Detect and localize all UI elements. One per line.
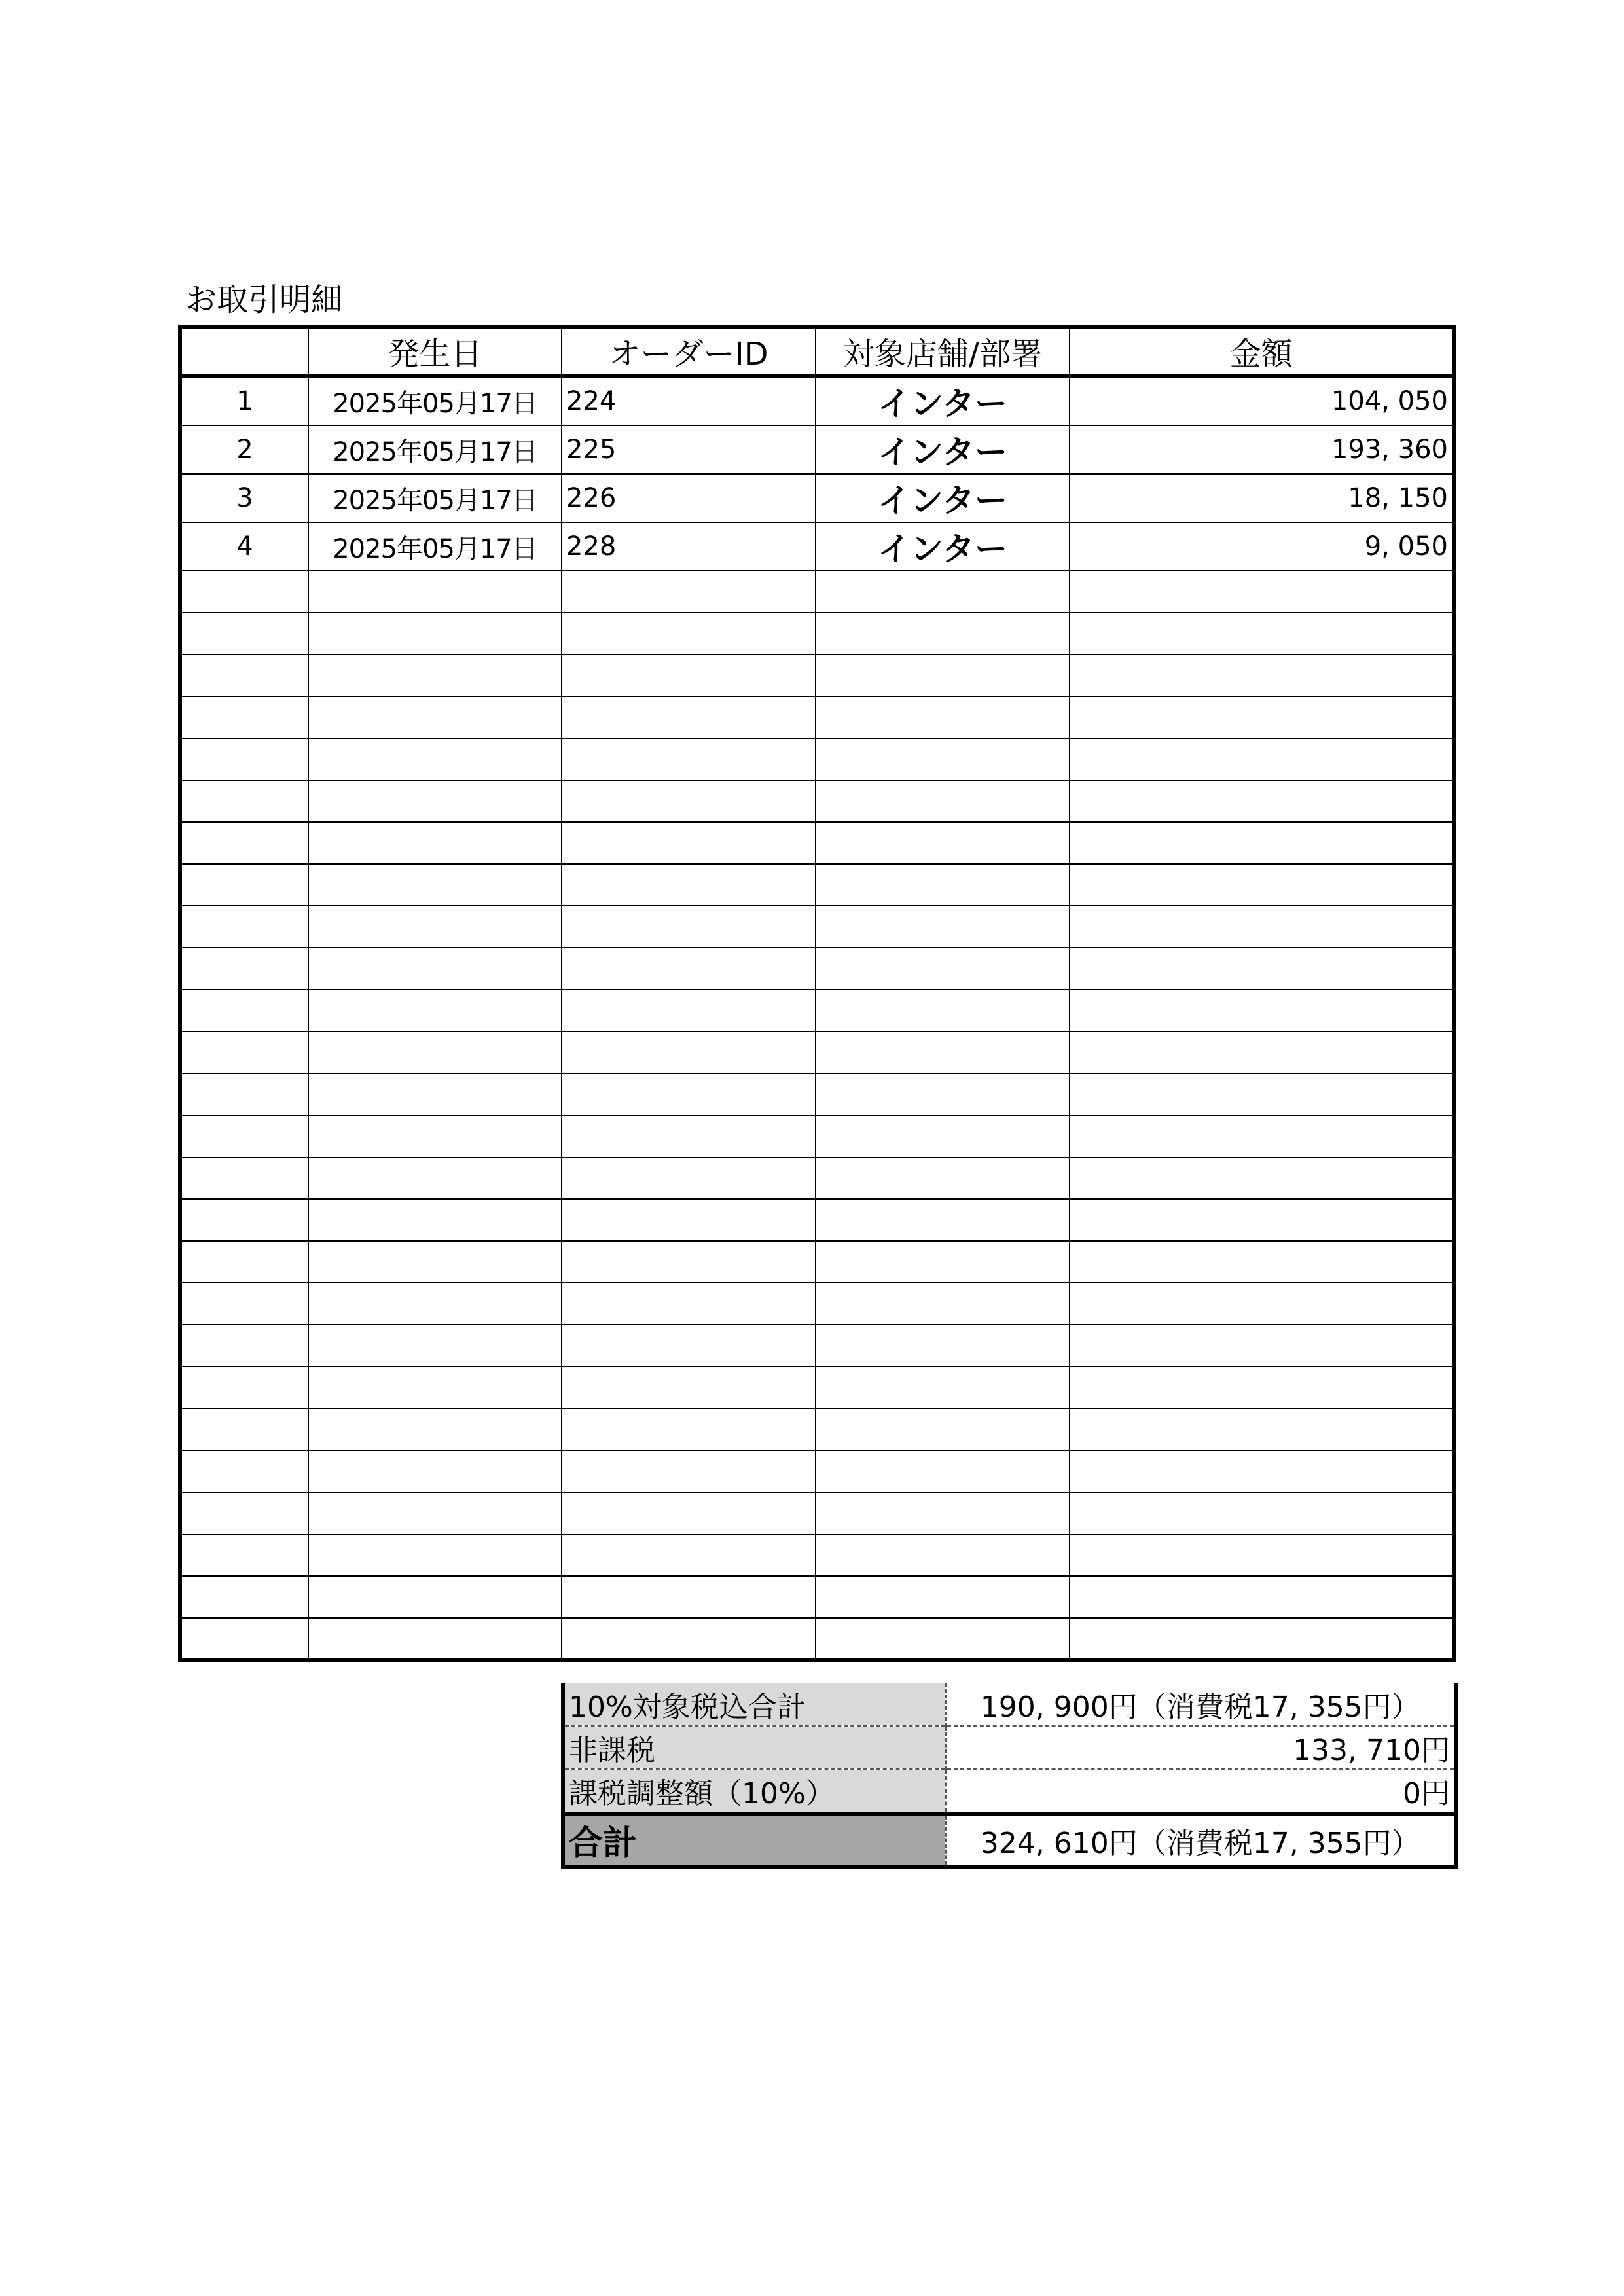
empty-cell xyxy=(180,864,308,906)
empty-cell xyxy=(1070,1157,1454,1199)
row-number: 4 xyxy=(180,522,308,571)
empty-cell xyxy=(180,780,308,822)
empty-cell xyxy=(180,738,308,780)
empty-cell xyxy=(308,1618,562,1660)
empty-cell xyxy=(1070,780,1454,822)
empty-cell xyxy=(816,738,1070,780)
empty-cell xyxy=(562,1199,816,1241)
empty-table-row xyxy=(180,1492,1454,1534)
empty-cell xyxy=(816,1367,1070,1408)
row-amount: 104, 050 xyxy=(1070,376,1454,425)
empty-table-row xyxy=(180,1241,1454,1283)
empty-cell xyxy=(308,738,562,780)
empty-cell xyxy=(180,571,308,613)
empty-cell xyxy=(1070,1618,1454,1660)
column-header-store: 対象店舗/部署 xyxy=(816,327,1070,376)
empty-cell xyxy=(562,948,816,990)
row-date: 2025年05月17日 xyxy=(308,376,562,425)
empty-cell xyxy=(180,1618,308,1660)
empty-cell xyxy=(1070,1408,1454,1450)
empty-cell xyxy=(562,655,816,696)
empty-cell xyxy=(308,1367,562,1408)
empty-cell xyxy=(1070,1283,1454,1325)
empty-cell xyxy=(180,1073,308,1115)
nontax-value: 133, 710円 xyxy=(946,1726,1456,1769)
summary-row-adjustment xyxy=(563,1769,1456,1814)
empty-cell xyxy=(562,738,816,780)
table-header-row xyxy=(180,327,1454,376)
empty-cell xyxy=(816,1618,1070,1660)
empty-cell xyxy=(180,1157,308,1199)
empty-table-row xyxy=(180,613,1454,655)
row-number: 2 xyxy=(180,425,308,474)
empty-cell xyxy=(562,906,816,948)
row-order-id: 225 xyxy=(562,425,816,474)
tax-adjustment-label: 課税調整額（10%） xyxy=(563,1769,946,1814)
empty-cell xyxy=(308,906,562,948)
empty-cell xyxy=(816,1073,1070,1115)
empty-cell xyxy=(308,1534,562,1576)
row-amount: 9, 050 xyxy=(1070,522,1454,571)
empty-cell xyxy=(308,1576,562,1618)
empty-table-row xyxy=(180,1283,1454,1325)
empty-cell xyxy=(816,1450,1070,1492)
row-store: インター xyxy=(816,522,1070,571)
empty-cell xyxy=(180,990,308,1031)
column-header-no xyxy=(180,327,308,376)
empty-cell xyxy=(1070,1031,1454,1073)
empty-cell xyxy=(562,1325,816,1367)
empty-cell xyxy=(816,1199,1070,1241)
empty-cell xyxy=(816,1325,1070,1367)
empty-cell xyxy=(308,1283,562,1325)
empty-table-row xyxy=(180,1157,1454,1199)
empty-cell xyxy=(562,1534,816,1576)
empty-cell xyxy=(1070,738,1454,780)
empty-cell xyxy=(180,696,308,738)
empty-table-row xyxy=(180,1408,1454,1450)
table-row xyxy=(180,474,1454,522)
row-date: 2025年05月17日 xyxy=(308,522,562,571)
empty-cell xyxy=(562,1283,816,1325)
empty-cell xyxy=(1070,1450,1454,1492)
empty-cell xyxy=(308,1450,562,1492)
empty-cell xyxy=(1070,906,1454,948)
empty-cell xyxy=(308,1241,562,1283)
empty-cell xyxy=(308,1199,562,1241)
empty-cell xyxy=(562,571,816,613)
empty-cell xyxy=(816,613,1070,655)
empty-cell xyxy=(1070,1199,1454,1241)
empty-cell xyxy=(1070,864,1454,906)
empty-cell xyxy=(308,822,562,864)
empty-cell xyxy=(308,948,562,990)
empty-cell xyxy=(562,1618,816,1660)
row-order-id: 228 xyxy=(562,522,816,571)
empty-cell xyxy=(1070,1241,1454,1283)
row-amount: 193, 360 xyxy=(1070,425,1454,474)
empty-cell xyxy=(308,655,562,696)
empty-table-row xyxy=(180,1325,1454,1367)
empty-table-row xyxy=(180,1073,1454,1115)
empty-cell xyxy=(180,1450,308,1492)
empty-table-row xyxy=(180,822,1454,864)
empty-cell xyxy=(816,571,1070,613)
empty-cell xyxy=(1070,1576,1454,1618)
empty-cell xyxy=(308,1325,562,1367)
empty-cell xyxy=(308,990,562,1031)
empty-table-row xyxy=(180,696,1454,738)
empty-cell xyxy=(308,780,562,822)
empty-cell xyxy=(1070,1534,1454,1576)
empty-cell xyxy=(816,822,1070,864)
summary-row-total xyxy=(563,1814,1456,1867)
empty-cell xyxy=(816,1115,1070,1157)
empty-cell xyxy=(562,1450,816,1492)
empty-cell xyxy=(180,1031,308,1073)
empty-cell xyxy=(1070,1492,1454,1534)
summary-row-nontax xyxy=(563,1726,1456,1769)
empty-cell xyxy=(816,1492,1070,1534)
empty-table-row xyxy=(180,864,1454,906)
empty-cell xyxy=(816,1283,1070,1325)
empty-cell xyxy=(308,1115,562,1157)
row-date: 2025年05月17日 xyxy=(308,474,562,522)
row-amount: 18, 150 xyxy=(1070,474,1454,522)
empty-cell xyxy=(1070,1367,1454,1408)
empty-cell xyxy=(1070,613,1454,655)
empty-cell xyxy=(816,906,1070,948)
empty-cell xyxy=(816,1157,1070,1199)
empty-cell xyxy=(180,1115,308,1157)
page-title: お取引明細 xyxy=(185,281,343,318)
empty-cell xyxy=(180,822,308,864)
empty-cell xyxy=(562,864,816,906)
empty-cell xyxy=(180,1199,308,1241)
table-row xyxy=(180,376,1454,425)
empty-cell xyxy=(180,1241,308,1283)
empty-cell xyxy=(1070,571,1454,613)
row-number: 1 xyxy=(180,376,308,425)
row-order-id: 226 xyxy=(562,474,816,522)
empty-table-row xyxy=(180,780,1454,822)
column-header-amount: 金額 xyxy=(1070,327,1454,376)
empty-cell xyxy=(180,655,308,696)
empty-cell xyxy=(562,990,816,1031)
empty-cell xyxy=(180,1576,308,1618)
empty-cell xyxy=(180,948,308,990)
grand-total-value: 324, 610円（消費税17, 355円） xyxy=(946,1814,1456,1867)
empty-cell xyxy=(816,1408,1070,1450)
empty-cell xyxy=(180,1283,308,1325)
taxable-total-value: 190, 900円（消費税17, 355円） xyxy=(946,1683,1456,1726)
empty-cell xyxy=(562,696,816,738)
empty-cell xyxy=(562,1115,816,1157)
empty-cell xyxy=(562,1241,816,1283)
empty-cell xyxy=(308,1408,562,1450)
empty-table-row xyxy=(180,1199,1454,1241)
empty-cell xyxy=(562,1031,816,1073)
row-number: 3 xyxy=(180,474,308,522)
empty-cell xyxy=(308,1073,562,1115)
empty-table-row xyxy=(180,1115,1454,1157)
empty-cell xyxy=(1070,1115,1454,1157)
empty-table-row xyxy=(180,1534,1454,1576)
empty-cell xyxy=(816,696,1070,738)
empty-cell xyxy=(180,1325,308,1367)
tax-adjustment-value: 0円 xyxy=(946,1769,1456,1814)
empty-cell xyxy=(1070,696,1454,738)
empty-table-row xyxy=(180,1031,1454,1073)
empty-cell xyxy=(1070,822,1454,864)
nontax-label: 非課税 xyxy=(563,1726,946,1769)
empty-cell xyxy=(816,1241,1070,1283)
empty-cell xyxy=(1070,948,1454,990)
empty-table-row xyxy=(180,655,1454,696)
empty-cell xyxy=(308,571,562,613)
row-store: インター xyxy=(816,376,1070,425)
empty-table-row xyxy=(180,1450,1454,1492)
grand-total-label: 合計 xyxy=(563,1814,946,1867)
row-order-id: 224 xyxy=(562,376,816,425)
empty-cell xyxy=(816,1576,1070,1618)
empty-cell xyxy=(816,1031,1070,1073)
empty-cell xyxy=(1070,1073,1454,1115)
empty-cell xyxy=(1070,990,1454,1031)
empty-table-row xyxy=(180,1618,1454,1660)
empty-cell xyxy=(562,822,816,864)
row-date: 2025年05月17日 xyxy=(308,425,562,474)
table-row xyxy=(180,425,1454,474)
summary-table xyxy=(561,1683,1458,1869)
empty-cell xyxy=(180,1492,308,1534)
empty-cell xyxy=(816,990,1070,1031)
empty-cell xyxy=(816,948,1070,990)
empty-table-row xyxy=(180,906,1454,948)
empty-cell xyxy=(562,613,816,655)
row-store: インター xyxy=(816,474,1070,522)
empty-cell xyxy=(180,613,308,655)
table-row xyxy=(180,522,1454,571)
empty-cell xyxy=(1070,1325,1454,1367)
row-store: インター xyxy=(816,425,1070,474)
empty-cell xyxy=(1070,655,1454,696)
empty-cell xyxy=(308,1031,562,1073)
empty-cell xyxy=(180,1534,308,1576)
empty-cell xyxy=(180,1367,308,1408)
empty-cell xyxy=(562,1073,816,1115)
transaction-table xyxy=(178,325,1456,1662)
empty-table-row xyxy=(180,1576,1454,1618)
empty-cell xyxy=(180,906,308,948)
empty-table-row xyxy=(180,571,1454,613)
empty-cell xyxy=(562,1576,816,1618)
empty-table-row xyxy=(180,1367,1454,1408)
empty-cell xyxy=(308,1157,562,1199)
empty-cell xyxy=(816,864,1070,906)
empty-cell xyxy=(562,1408,816,1450)
empty-cell xyxy=(308,1492,562,1534)
empty-cell xyxy=(308,613,562,655)
column-header-date: 発生日 xyxy=(308,327,562,376)
empty-cell xyxy=(816,780,1070,822)
column-header-order-id: オーダーID xyxy=(562,327,816,376)
empty-cell xyxy=(816,1534,1070,1576)
empty-cell xyxy=(308,696,562,738)
empty-cell xyxy=(562,1157,816,1199)
empty-cell xyxy=(562,1492,816,1534)
empty-cell xyxy=(562,780,816,822)
empty-cell xyxy=(562,1367,816,1408)
empty-cell xyxy=(816,655,1070,696)
taxable-total-label: 10%対象税込合計 xyxy=(563,1683,946,1726)
empty-table-row xyxy=(180,948,1454,990)
empty-cell xyxy=(180,1408,308,1450)
empty-cell xyxy=(308,864,562,906)
summary-row-taxable xyxy=(563,1683,1456,1726)
empty-table-row xyxy=(180,990,1454,1031)
empty-table-row xyxy=(180,738,1454,780)
